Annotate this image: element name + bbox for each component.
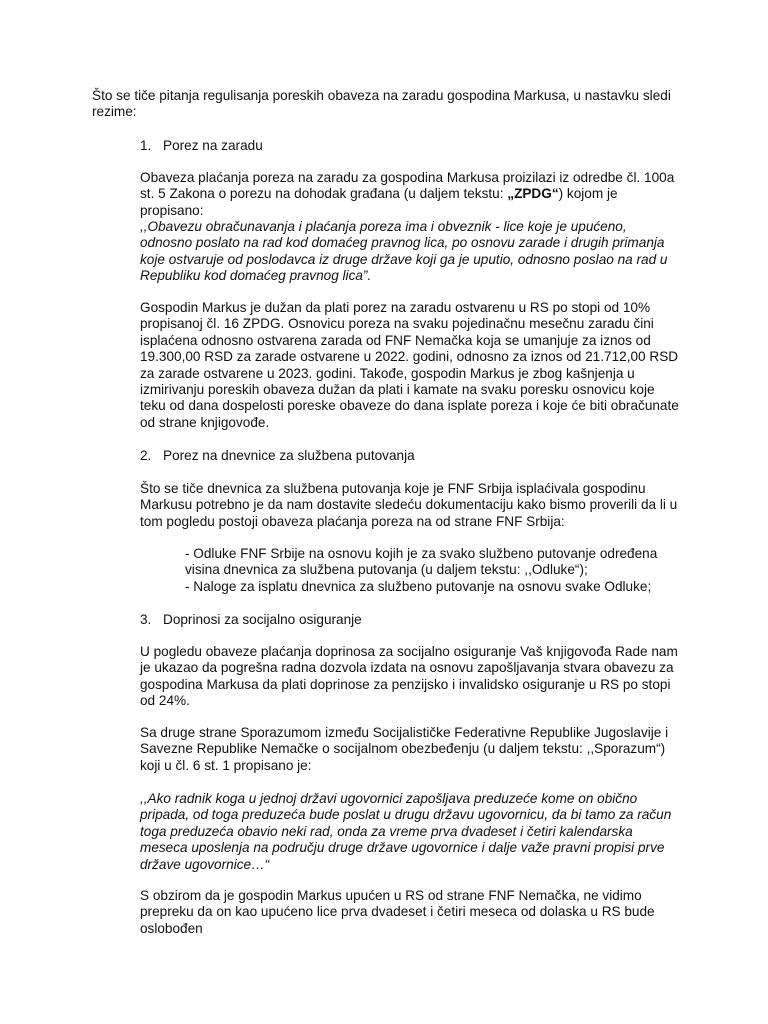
section-2-number: 2.	[140, 448, 152, 463]
section-1-paragraph-1: Obaveza plaćanja poreza na zaradu za gospodina Markusa proizilazi iz odredbe čl. 100a st. 5 Zakona o porezu na dohodak građana (u daljem tekstu: „ZPDG“) kojom je propisano:	[140, 170, 675, 218]
list-item: - Odluke FNF Srbije na osnovu kojih je za svako službeno putovanje određena visina dnevnica za službena putovanja (u daljem tekstu: ,,Odluke“);	[185, 546, 658, 578]
document-list	[185, 546, 695, 595]
section-3-heading	[140, 612, 362, 628]
section-1-heading	[140, 138, 263, 154]
section-3-paragraph-1: U pogledu obaveze plaćanja doprinosa za socijalno osiguranje Vaš knjigovođa Rade nam je ukazao da pogrešna radna dozvola izdata na osnovu zapošljavanja stvara obavezu za gospodina Markusa da plati doprinose za penzijsko i invalidsko osiguranje u RS po stopi od 24%.	[140, 644, 678, 709]
section-1-quote: ,,Obavezu obračunavanja i plaćanja poreza ima i obveznik - lice koje je upućeno, odnosno poslato na rad kod domaćeg pravnog lica, po osnovu zarade i drugih primanja koje ostvaruje od poslodavca iz druge države koji ga je uputio, odnosno poslao na rad u Republiku kod domaćeg pravnog lica”.	[140, 219, 668, 284]
section-3-title: Doprinosi za socijalno osiguranje	[163, 612, 362, 627]
intro-paragraph: Što se tiče pitanja regulisanja poreskih obaveza na zaradu gospodina Markusa, u nastavku sledi rezime:	[92, 88, 671, 120]
section-3-paragraph-3: S obzirom da je gospodin Markus upućen u RS od strane FNF Nemačka, ne vidimo prepreku da on kao upućeno lice prva dvadeset i četiri meseca od dolaska u RS bude oslobođen	[140, 888, 655, 936]
section-1-number: 1.	[140, 138, 152, 153]
section-3-number: 3.	[140, 612, 152, 627]
section-1-title: Porez na zaradu	[163, 138, 263, 153]
section-2-paragraph-1: Što se tiče dnevnica za službena putovanja koje je FNF Srbija isplaćivala gospodinu Markusu potrebno je da nam dostavite sledeću dokumentaciju kako bismo proverili da li u tom pogledu postoji obaveza plaćanja poreza na od strane FNF Srbija:	[140, 481, 678, 529]
section-2-title: Porez na dnevnice za službena putovanja	[163, 448, 415, 463]
section-3-paragraph-2: Sa druge strane Sporazumom između Socijalističke Federativne Republike Jugoslavije i Savezne Republike Nemačke o socijalnom obezbeđenju (u daljem tekstu: ,,Sporazum“) koji u čl. 6 st. 1 propisano je:	[140, 725, 669, 773]
zpdg-abbreviation: „ZPDG“	[507, 186, 559, 202]
section-3-quote: ,,Ako radnik koga u jednoj državi ugovornici zapošljava preduzeće kome on obično pripada, od toga preduzeća bude poslat u drugu državu ugovornicu, da bi tamo za račun toga preduzeća obavio neki rad, onda za vreme prva dvadeset i četiri kalendarska meseca uposlenja na području druge države ugovornice i dalje važe pravni propisi prve države ugovornice…“	[140, 791, 672, 872]
section-1-paragraph-2: Gospodin Markus je dužan da plati porez na zaradu ostvarenu u RS po stopi od 10% propisanoj čl. 16 ZPDG. Osnovicu poreza na svaku pojedinačnu mesečnu zaradu čini isplaćena odnosno ostvarena zarada od FNF Nemačka koja se umanjuje za iznos od 19.300,00 RSD za zarade ostvarene u 2022. godini, odnosno za iznos od 21.712,00 RSD za zarade ostvarene u 2023. godini. Takođe, gospodin Markus je zbog kašnjenja u izmirivanju poreskih obaveza dužan da plati i kamate na svaku poresku osnovicu koje teku od dana dospelosti poreske obaveze do dana isplate poreza i koje će biti obračunate od strane knjigovođe.	[140, 300, 679, 430]
list-item: - Naloge za isplatu dnevnica za službeno putovanje na osnovu svake Odluke;	[185, 578, 652, 594]
section-2-heading	[140, 448, 415, 464]
